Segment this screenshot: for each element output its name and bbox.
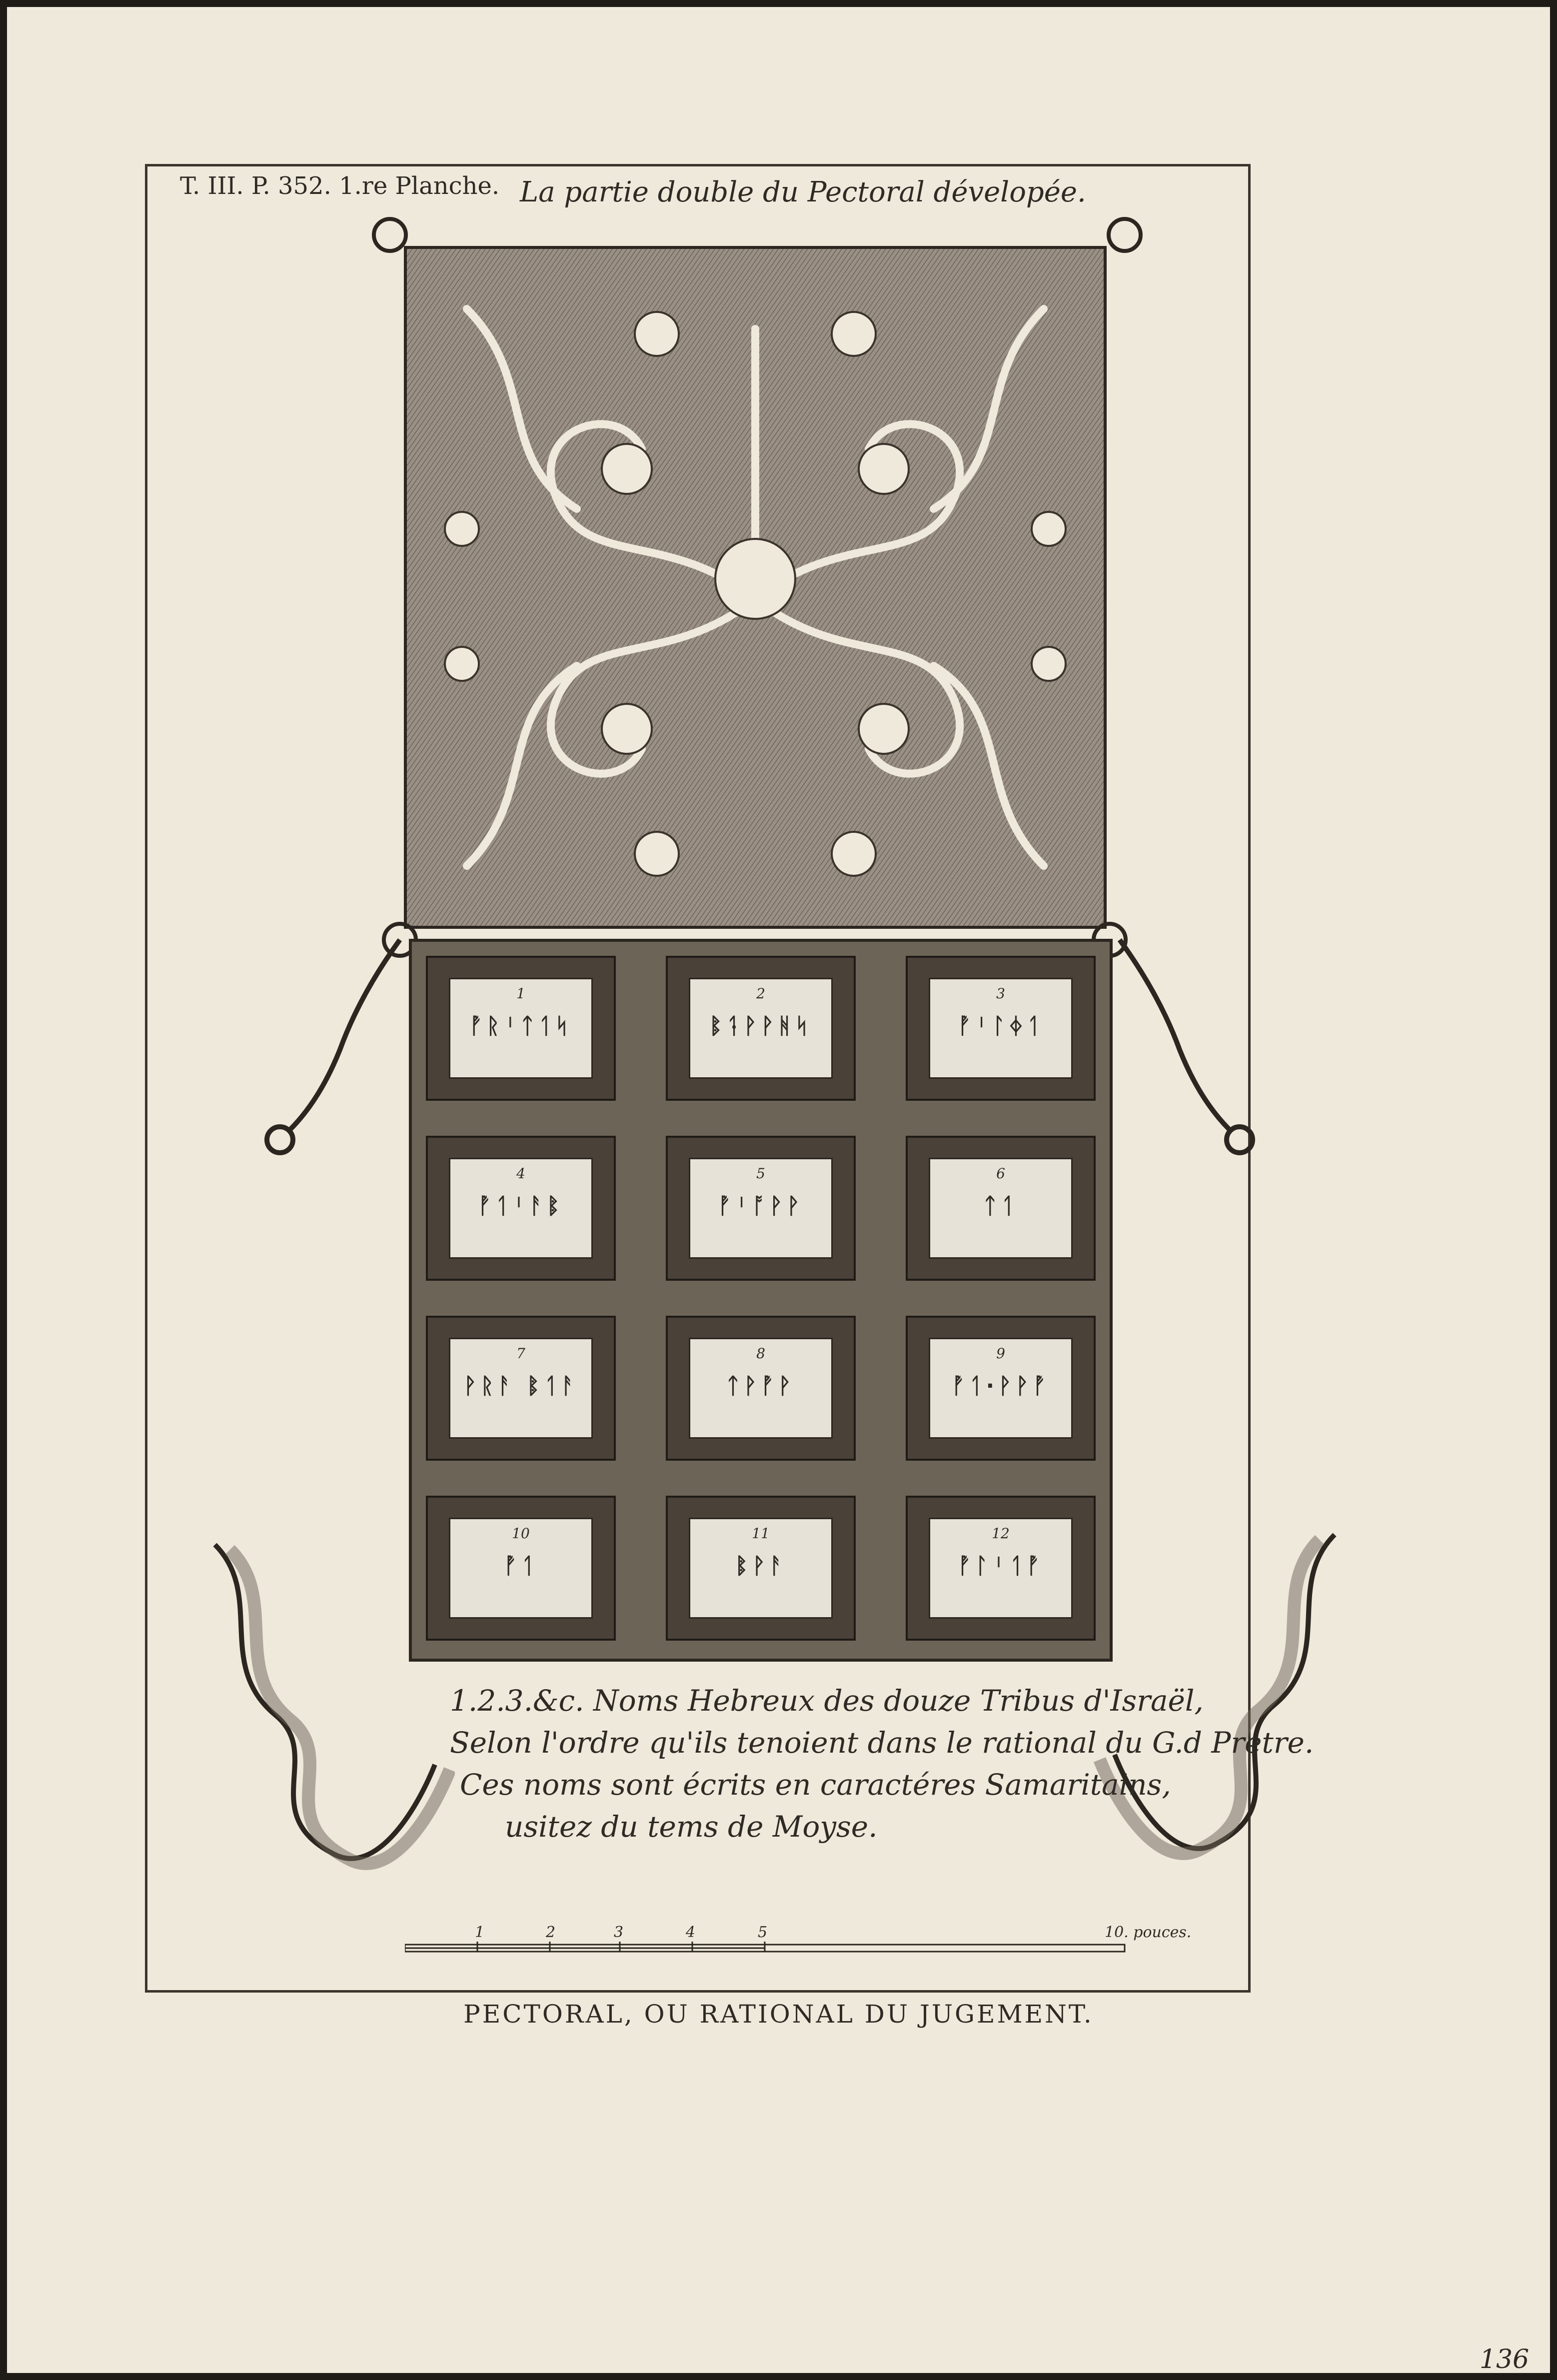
tribe-name: ᚡᛐ	[503, 1553, 538, 1579]
tribe-stone-9	[906, 1316, 1096, 1461]
tribe-number: 11	[752, 1525, 770, 1542]
caption-line: Ces noms sont écrits en caractéres Samaritains,	[460, 1768, 1171, 1802]
tribe-stone-5	[666, 1136, 856, 1281]
tribe-stone-4	[426, 1136, 616, 1281]
scale-label: 3	[614, 1924, 624, 1941]
scale-label: 4	[686, 1924, 696, 1941]
scale-end-label: 10. pouces.	[1105, 1924, 1192, 1941]
tribe-number: 8	[756, 1345, 765, 1362]
breastplate-stones-grid	[409, 939, 1113, 1662]
folio-number: 136	[1480, 2345, 1530, 2375]
caption-line: 1.2.3.&c. Noms Hebreux des douze Tribus d'Israël,	[450, 1684, 1204, 1718]
tribe-stone-3	[906, 956, 1096, 1101]
tribe-name: ᚡᛌᛚᛄᛐ	[958, 1013, 1044, 1039]
tribe-stone-2	[666, 956, 856, 1101]
tribe-number: 1	[516, 985, 525, 1002]
tribe-number: 4	[516, 1165, 525, 1182]
rings-and-chains	[370, 215, 1145, 965]
tribe-stone-8	[666, 1316, 856, 1461]
tribe-name: ᚹᚱᚨ ᛔᛐᚨ	[463, 1373, 578, 1399]
scale-label: 2	[546, 1924, 556, 1941]
tribe-name: ᚡᛐᛌᚨᛔ	[478, 1193, 564, 1219]
tribe-stone-1	[426, 956, 616, 1101]
tribe-number: 9	[996, 1345, 1005, 1362]
right-chain	[1110, 920, 1260, 1170]
tribe-stone-10	[426, 1496, 616, 1641]
tribe-number: 10	[512, 1525, 530, 1542]
tribe-name: ᚡᛐ·ᚹᚹᚡ	[951, 1373, 1050, 1399]
tribe-stone-12	[906, 1496, 1096, 1641]
tribe-number: 5	[756, 1165, 765, 1182]
tribe-number: 6	[996, 1165, 1005, 1182]
caption-line: usitez du tems de Moyse.	[505, 1810, 878, 1844]
scale-label: 5	[758, 1924, 768, 1941]
scale-label: 1	[475, 1924, 485, 1941]
caption-line: Selon l'ordre qu'ils tenoient dans le rational du G.d Pretre.	[450, 1726, 1314, 1760]
tribe-name: ᛏᚹᚡᚹ	[726, 1373, 795, 1399]
scale-rule	[405, 1940, 1130, 1960]
tribe-stone-6	[906, 1136, 1096, 1281]
tribe-name: ᛔᚹᚨ	[735, 1553, 787, 1579]
tribe-stone-7	[426, 1316, 616, 1461]
tribe-number: 2	[756, 985, 765, 1002]
tribe-number: 12	[992, 1525, 1010, 1542]
main-title: PECTORAL, OU RATIONAL DU JUGEMENT.	[463, 2000, 1094, 2029]
tribe-stone-11	[666, 1496, 856, 1641]
plate-title: La partie double du Pectoral dévelopée.	[520, 176, 1086, 208]
tribe-name: ᛏᛐ	[983, 1193, 1018, 1219]
tribe-name: ᛔᛑᚹᚹᚻᛋ	[709, 1013, 813, 1039]
tribe-name: ᚡᚱᛌᛏᛐᛋ	[469, 1013, 573, 1039]
left-chain	[260, 920, 410, 1170]
tribe-name: ᚡᛌᚩᚹᚹ	[718, 1193, 804, 1219]
plate-reference: T. III. P. 352. 1.re Planche.	[180, 172, 500, 200]
tribe-number: 7	[516, 1345, 525, 1362]
caption-block	[450, 1680, 1314, 1848]
tribe-name: ᚡᛚᛌᛐᚡ	[958, 1553, 1044, 1579]
tribe-number: 3	[996, 985, 1005, 1002]
